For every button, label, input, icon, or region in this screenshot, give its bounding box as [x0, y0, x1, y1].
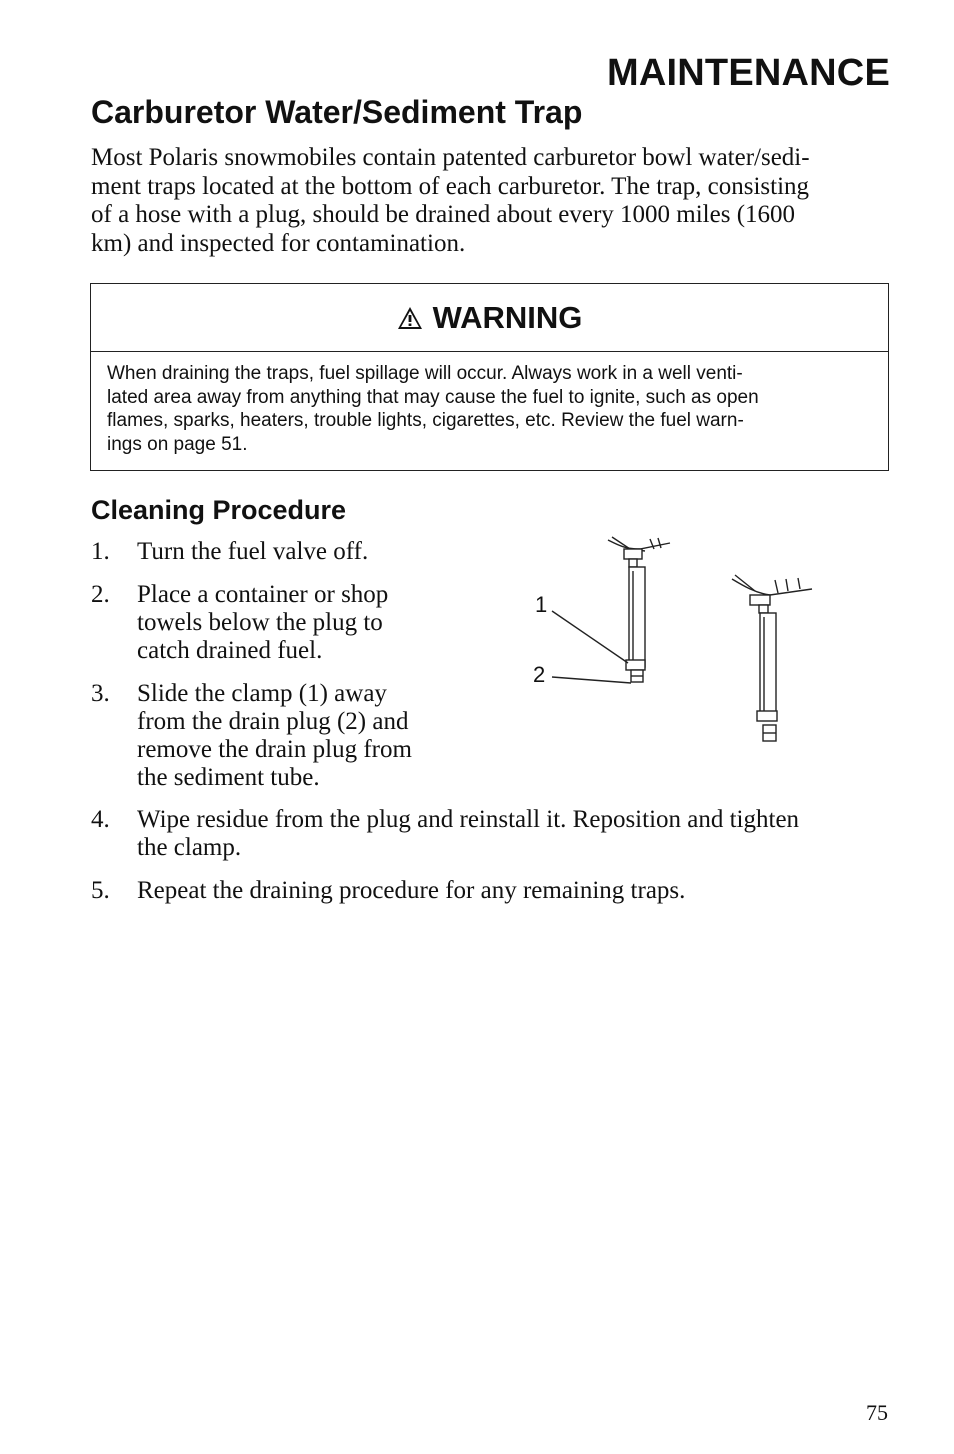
step-number: 5.: [91, 877, 110, 904]
step-number: 1.: [91, 538, 110, 565]
page-number: 75: [866, 1400, 888, 1425]
page-heading: Carburetor Water/Sediment Trap: [91, 94, 583, 130]
step-text: Repeat the draining procedure for any remaining traps.: [137, 877, 686, 904]
right-clamp: [757, 711, 777, 721]
procedure-heading: Cleaning Procedure: [91, 495, 347, 525]
left-sediment-tube: [629, 567, 645, 667]
step-number: 2.: [91, 581, 110, 608]
warning-header: [91, 284, 888, 352]
warning-triangle-icon: [397, 306, 423, 330]
warning-text: When draining the traps, fuel spillage will occur. Always work in a well venti- lated area away from anything that may cause the fuel to ignite, such as open flames, sparks, heaters, trouble lights, cigarettes, etc. Review the fuel warn- ings on page 51.: [107, 363, 759, 455]
step-5: [91, 877, 891, 905]
step-number: 3.: [91, 680, 110, 707]
step-number: 4.: [91, 806, 110, 833]
step-text: Place a container or shop towels below the plug to catch drained fuel.: [137, 581, 389, 664]
step-text: Turn the fuel valve off.: [137, 538, 369, 565]
right-sediment-tube: [760, 613, 776, 717]
step-2: [91, 581, 388, 665]
callout-2-label: 2: [533, 662, 546, 687]
step-4: [91, 806, 891, 862]
sediment-trap-figure: [530, 535, 830, 750]
warning-box: [90, 283, 889, 471]
warning-label: WARNING: [432, 299, 583, 335]
step-text: Slide the clamp (1) away from the drain plug (2) and remove the drain plug from the sediment tube.: [137, 680, 412, 791]
left-clamp: [626, 660, 645, 670]
step-1: [91, 538, 368, 566]
step-3: [91, 680, 412, 792]
section-title: MAINTENANCE: [607, 52, 890, 94]
callout-1-label: 1: [535, 592, 548, 617]
intro-paragraph: Most Polaris snowmobiles contain patented carburetor bowl water/sedi- ment traps located at the bottom of each carburetor. The trap, consisting of a hose with a plug, should be drained about every 1000 miles (1600 km) and inspected for contamination.: [91, 144, 810, 257]
callout-1-leader: [552, 611, 628, 663]
callout-2-leader: [552, 677, 631, 683]
step-text: Wipe residue from the plug and reinstall it. Reposition and tighten the clamp.: [137, 806, 800, 861]
